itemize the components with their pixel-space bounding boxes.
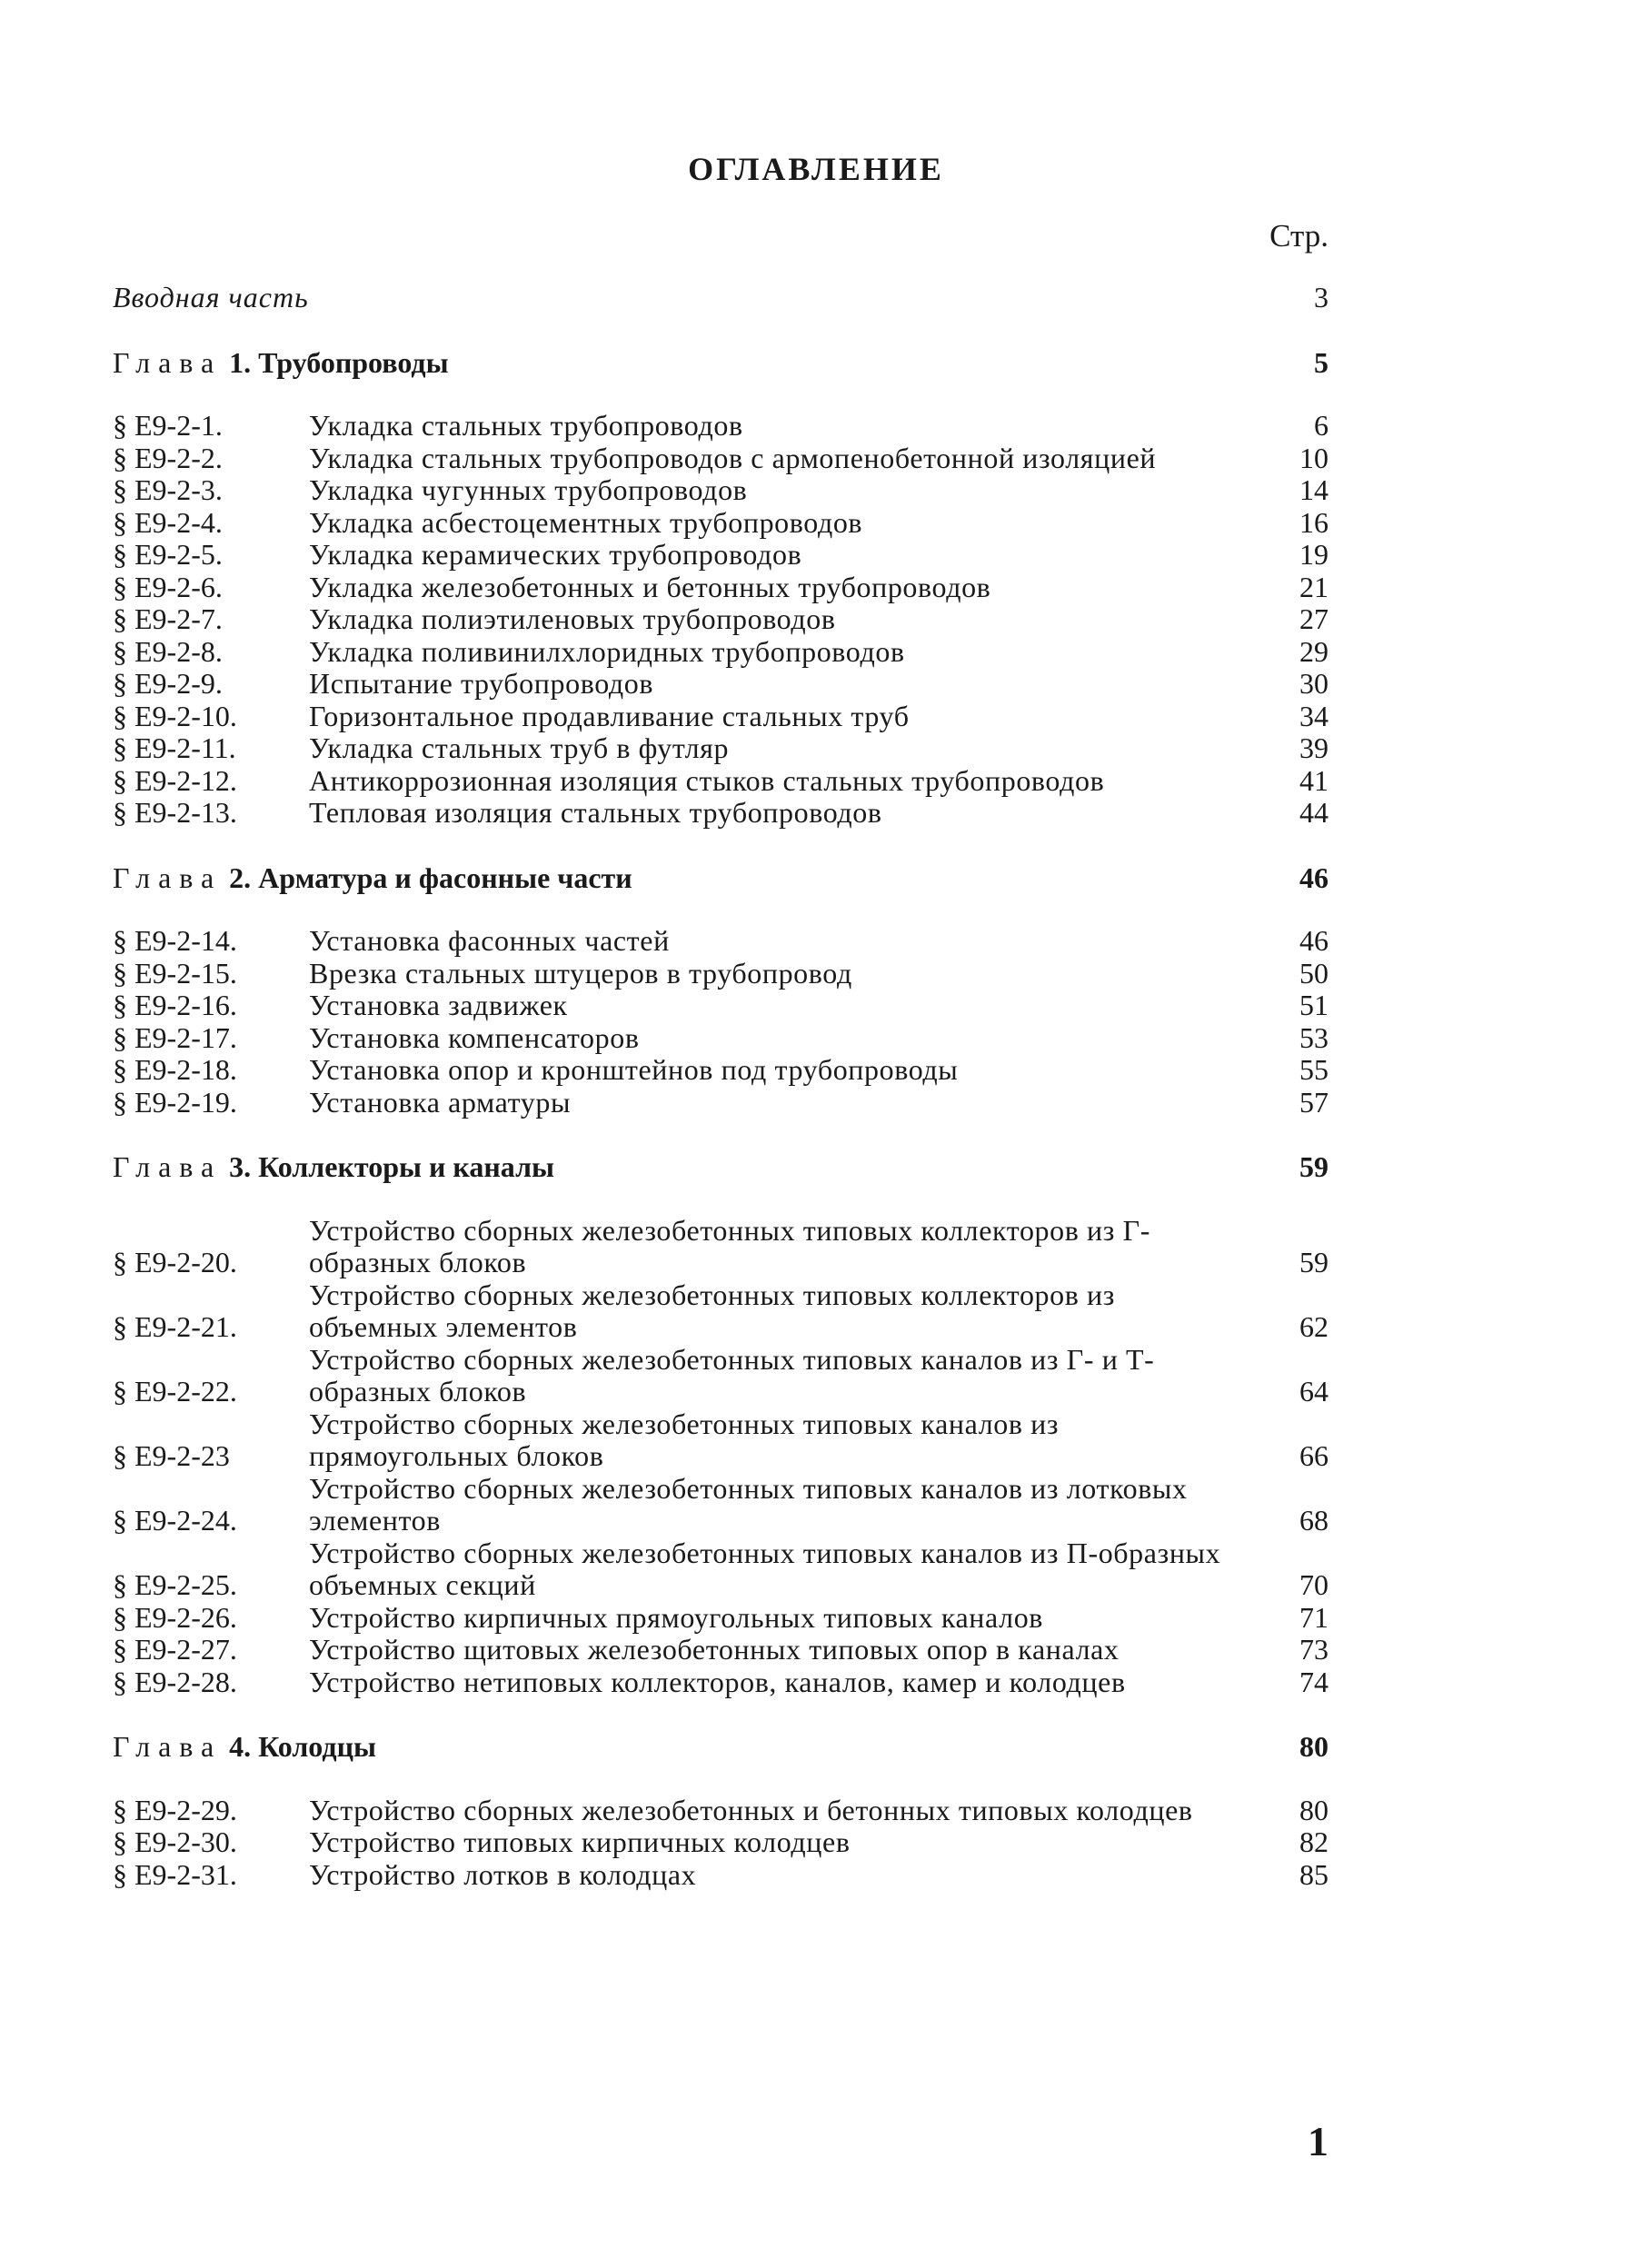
section-title: Укладка полиэтиленовых трубопроводов	[309, 602, 836, 635]
section-page: 73	[1299, 1633, 1328, 1666]
section-entry	[113, 410, 1328, 443]
section-page: 39	[1299, 731, 1328, 764]
section-title: Укладка поливинилхлоридных трубопроводов	[309, 634, 905, 668]
section-number: § Е9-2-26.	[113, 1600, 237, 1634]
section-title: Укладка железобетонных и бетонных трубопроводов	[309, 570, 991, 603]
section-number: § Е9-2-21.	[113, 1310, 237, 1343]
section-number: § Е9-2-20.	[113, 1246, 237, 1278]
intro-label: Вводная часть	[113, 281, 309, 313]
section-entry	[113, 1634, 1328, 1666]
section-entry	[113, 474, 1328, 507]
section-page: 59	[1299, 1246, 1328, 1278]
chapter-label: 1. Трубопроводы	[229, 345, 449, 379]
section-number: § Е9-2-9.	[113, 667, 223, 700]
section-number: § Е9-2-8.	[113, 634, 223, 668]
section-page: 41	[1299, 763, 1328, 797]
section-title: Устройство сборных железобетонных типовых каналов из лотковых элементов	[309, 1471, 1188, 1537]
intro-page: 3	[1314, 281, 1328, 313]
section-number: § Е9-2-19.	[113, 1085, 237, 1119]
section-number: § Е9-2-22.	[113, 1375, 237, 1408]
section-entry	[113, 1087, 1328, 1119]
section-page: 64	[1299, 1375, 1328, 1408]
section-title: Устройство сборных железобетонных и бетонных типовых колодцев	[309, 1793, 1193, 1826]
section-entry	[113, 1859, 1328, 1892]
section-page: 82	[1299, 1825, 1328, 1858]
chapter-title	[113, 1731, 376, 1764]
section-entry	[113, 1826, 1328, 1859]
section-entry	[113, 507, 1328, 540]
section-page: 50	[1299, 956, 1328, 990]
section-entry	[113, 765, 1328, 798]
table-of-contents	[113, 282, 1328, 1891]
chapter-page: 59	[1299, 1150, 1328, 1183]
section-page: 68	[1299, 1504, 1328, 1537]
section-page: 55	[1299, 1053, 1328, 1086]
section-number: § Е9-2-5.	[113, 538, 223, 571]
section-page: 46	[1299, 924, 1328, 957]
section-number: § Е9-2-13.	[113, 796, 237, 829]
chapter-heading	[113, 862, 1328, 895]
section-entry	[113, 668, 1328, 701]
section-number: § Е9-2-3.	[113, 473, 223, 506]
section-entry	[113, 603, 1328, 636]
section-entry	[113, 1795, 1328, 1827]
section-page: 57	[1299, 1085, 1328, 1119]
section-entry	[113, 572, 1328, 604]
section-number: § Е9-2-24.	[113, 1504, 237, 1537]
section-entry	[113, 1537, 1328, 1602]
section-entry	[113, 732, 1328, 765]
section-title: Устройство сборных железобетонных типовых коллекторов из Г-образных блоков	[309, 1213, 1150, 1278]
chapter-heading	[113, 347, 1328, 380]
section-title: Устройство лотков в колодцах	[309, 1857, 697, 1891]
section-title: Укладка керамических трубопроводов	[309, 538, 802, 571]
section-number: § Е9-2-17.	[113, 1020, 237, 1054]
section-page: 30	[1299, 667, 1328, 700]
chapter-heading	[113, 1151, 1328, 1184]
section-entry	[113, 797, 1328, 830]
section-number: § Е9-2-4.	[113, 505, 223, 539]
section-page: 27	[1299, 602, 1328, 635]
section-page: 80	[1299, 1793, 1328, 1826]
section-title: Укладка стальных трубопроводов с армопенобетонной изоляцией	[309, 441, 1157, 474]
section-title: Устройство щитовых железобетонных типовых опор в каналах	[309, 1633, 1120, 1666]
section-page: 6	[1314, 409, 1328, 442]
section-title: Устройство сборных железобетонных типовых каналов из прямоугольных блоков	[309, 1407, 1060, 1472]
chapter-prefix: Глава	[113, 1730, 223, 1763]
section-number: § Е9-2-2.	[113, 441, 223, 474]
section-page: 10	[1299, 441, 1328, 474]
section-number: § Е9-2-1.	[113, 409, 223, 442]
chapter-title	[113, 1151, 554, 1184]
section-entry	[113, 1666, 1328, 1699]
section-entry	[113, 1022, 1328, 1055]
section-number: § Е9-2-10.	[113, 699, 237, 732]
section-page: 62	[1299, 1310, 1328, 1343]
section-title: Устройство кирпичных прямоугольных типовых каналов	[309, 1600, 1043, 1634]
section-title: Укладка стальных труб в футляр	[309, 731, 730, 764]
section-page: 51	[1299, 989, 1328, 1021]
page-number: 1	[1308, 2118, 1328, 2164]
section-title: Устройство сборных железобетонных типовых каналов из Г- и Т-образных блоков	[309, 1342, 1155, 1408]
section-entry	[113, 1279, 1328, 1344]
section-page: 14	[1299, 473, 1328, 506]
section-title: Испытание трубопроводов	[309, 667, 654, 700]
section-page: 74	[1299, 1665, 1328, 1698]
page-column-header: Стр.	[1269, 218, 1328, 254]
section-entry	[113, 1602, 1328, 1635]
section-page: 29	[1299, 634, 1328, 668]
section-entry	[113, 701, 1328, 733]
section-entry	[113, 958, 1328, 990]
chapter-label: 2. Арматура и фасонные части	[229, 860, 632, 894]
section-number: § Е9-2-11.	[113, 731, 236, 764]
section-entry	[113, 1473, 1328, 1537]
section-entry	[113, 539, 1328, 572]
chapter-prefix: Глава	[113, 1150, 223, 1183]
section-title: Установка арматуры	[309, 1085, 572, 1119]
section-title: Устройство нетиповых коллекторов, каналов, камер и колодцев	[309, 1665, 1126, 1698]
section-entry	[113, 925, 1328, 958]
section-page: 19	[1299, 538, 1328, 571]
chapter-title	[113, 347, 449, 380]
section-entry	[113, 443, 1328, 475]
section-number: § Е9-2-7.	[113, 602, 223, 635]
intro-entry	[113, 282, 1328, 314]
section-title: Установка компенсаторов	[309, 1020, 640, 1054]
section-title: Устройство типовых кирпичных колодцев	[309, 1825, 851, 1858]
chapter-page: 5	[1314, 345, 1328, 379]
section-title: Укладка чугунных трубопроводов	[309, 473, 748, 506]
chapter-page: 46	[1299, 860, 1328, 894]
section-number: § Е9-2-25.	[113, 1568, 237, 1601]
section-number: § Е9-2-15.	[113, 956, 237, 990]
section-number: § Е9-2-18.	[113, 1053, 237, 1086]
section-page: 16	[1299, 505, 1328, 539]
section-title: Укладка асбестоцементных трубопроводов	[309, 505, 863, 539]
section-number: § Е9-2-6.	[113, 570, 223, 603]
section-entry	[113, 990, 1328, 1022]
chapter-title	[113, 862, 632, 895]
section-title: Тепловая изоляция стальных трубопроводов	[309, 796, 882, 829]
section-title: Установка задвижек	[309, 989, 568, 1021]
section-entry	[113, 1408, 1328, 1473]
section-number: § Е9-2-29.	[113, 1793, 237, 1826]
section-number: § Е9-2-16.	[113, 989, 237, 1021]
chapter-prefix: Глава	[113, 860, 223, 894]
section-title: Устройство сборных железобетонных типовых коллекторов из объемных элементов	[309, 1278, 1116, 1343]
section-entry	[113, 1344, 1328, 1408]
section-page: 44	[1299, 796, 1328, 829]
chapter-label: 3. Коллекторы и каналы	[229, 1150, 555, 1183]
section-page: 70	[1299, 1568, 1328, 1601]
page-title: ОГЛАВЛЕНИЕ	[688, 151, 944, 187]
section-title: Установка фасонных частей	[309, 924, 670, 957]
section-title: Врезка стальных штуцеров в трубопровод	[309, 956, 852, 990]
section-number: § Е9-2-28.	[113, 1665, 237, 1698]
section-number: § Е9-2-23	[113, 1439, 230, 1472]
section-entry	[113, 1215, 1328, 1279]
section-entry	[113, 636, 1328, 669]
section-number: § Е9-2-12.	[113, 763, 237, 797]
section-page: 66	[1299, 1439, 1328, 1472]
chapter-heading	[113, 1731, 1328, 1764]
section-page: 34	[1299, 699, 1328, 732]
section-number: § Е9-2-30.	[113, 1825, 237, 1858]
chapter-label: 4. Колодцы	[229, 1730, 376, 1763]
chapter-prefix: Глава	[113, 345, 223, 379]
section-title: Устройство сборных железобетонных типовых каналов из П-образных объемных секций	[309, 1536, 1221, 1601]
section-title: Горизонтальное продавливание стальных труб	[309, 699, 910, 732]
section-number: § Е9-2-14.	[113, 924, 237, 957]
section-entry	[113, 1054, 1328, 1087]
section-title: Установка опор и кронштейнов под трубопроводы	[309, 1053, 959, 1086]
section-page: 71	[1299, 1600, 1328, 1634]
section-page: 53	[1299, 1020, 1328, 1054]
section-title: Антикоррозионная изоляция стыков стальных трубопроводов	[309, 763, 1105, 797]
chapter-page: 80	[1299, 1730, 1328, 1763]
section-number: § Е9-2-31.	[113, 1857, 237, 1891]
section-number: § Е9-2-27.	[113, 1633, 237, 1666]
section-title: Укладка стальных трубопроводов	[309, 409, 743, 442]
section-page: 85	[1299, 1857, 1328, 1891]
section-page: 21	[1299, 570, 1328, 603]
